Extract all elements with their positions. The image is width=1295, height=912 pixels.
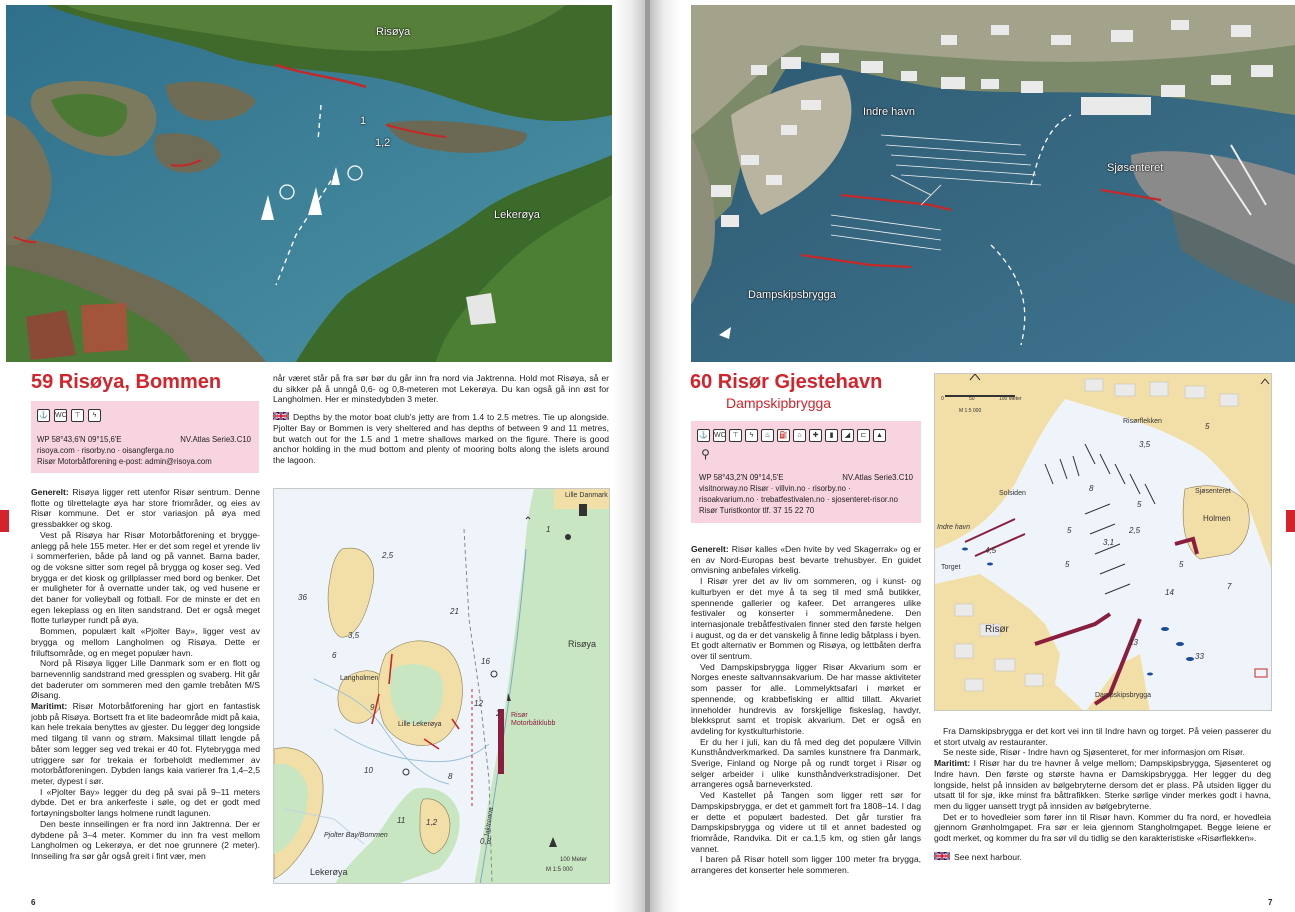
chart-label-risoya: Risøya: [568, 639, 597, 649]
photo-label-dampskipsbrygga: Dampskipsbrygga: [748, 289, 837, 301]
english-paragraph: Depths by the motor boat club's jetty are from 1.4 to 2.5 metres. Tie up alongside. Pjolter Bay or Bommen is very sheltered and has depths of between 9 and 11 metres, but watch out for the 1.5 and 1 metre shallows marked on the figure. There is good anchor holding in the mud bottom and plenty of mooring bolts along the islets around the lagoon.: [273, 412, 609, 465]
chart-depth: 1: [546, 525, 551, 534]
chart-scale-0: 0: [941, 396, 944, 402]
chart-depth: 5: [1179, 560, 1184, 569]
chart-label-indre-havn: Indre havn: [937, 524, 971, 531]
photo-label-sjosenteret: Sjøsenteret: [1107, 162, 1164, 174]
chart-depth: 3,1: [1103, 538, 1115, 547]
photo-label-risoya: Risøya: [376, 26, 411, 38]
wc-icon: WC: [54, 409, 67, 422]
uk-flag-icon: [934, 851, 950, 861]
chart-depth: 5: [1137, 500, 1142, 509]
infobox-contact: Risør Turistkontor tlf. 37 15 22 70: [699, 506, 815, 515]
left-page: [0, 0, 645, 912]
chart-label-lekeroya: Lekerøya: [310, 867, 348, 877]
water-tap-icon: ⊤: [729, 429, 742, 442]
electricity-icon: ϟ: [88, 409, 101, 422]
chart-depth: 6: [332, 651, 337, 660]
left-column-1: [31, 487, 260, 862]
chart-depth: 2: [496, 709, 501, 718]
chart-depth: 4,5: [985, 546, 997, 555]
chart-depth: 7: [1227, 582, 1232, 591]
chart-depth: 5: [1065, 560, 1070, 569]
slip-icon: ◢: [841, 429, 854, 442]
page-number: 7: [1268, 898, 1273, 907]
paragraph: I «Pjolter Bay» legger du deg på svai på 9–11 meters dybde. Det er bra ankerfeste i søle, og det er godt med fortøyningsbolter langs holmene rundt lagunen.: [31, 786, 260, 819]
chart-label-risorflekken: Risørflekken: [1123, 418, 1162, 425]
chart-label-risor: Risør: [985, 624, 1009, 635]
anchor-icon: ⚓: [697, 429, 710, 442]
photo-label-indre-havn: Indre havn: [863, 106, 915, 118]
water-tap-icon: ⊤: [71, 409, 84, 422]
paragraph: Nord på Risøya ligger Lille Danmark som er en flott og barnevennlig sandstrand med gressplen og svaberg. Hit går det baderuter om sommeren med den gamle trebåten M/S Øisang.: [31, 658, 260, 701]
infobox-59: [31, 401, 259, 473]
chart-depth: 1,2: [426, 818, 438, 827]
gutter-shadow: [612, 0, 645, 912]
chart-depth: 5: [1067, 526, 1072, 535]
fuel-icon: ⛽: [777, 429, 790, 442]
chart-depth: 0,8: [480, 837, 492, 846]
paragraph: Ved Kastellet på Tangen som ligger rett sør for Dampskipsbrygga, er det et gammelt fort fra 1808–14. I dag er dette et populært badested. Det går turstier fra Dampskipsbrygga og videre ut til et annet badested og friområde, Randvika. Dit er ca.1,5 km, og stien går langs vannet.: [691, 790, 921, 854]
chart-depth: 14: [1165, 588, 1174, 597]
chart-depth: 12: [474, 699, 483, 708]
chart-depth: 5: [1205, 422, 1210, 431]
chart-depth: 36: [298, 593, 307, 602]
harbour-title-59: 59 Risøya, Bommen: [31, 371, 222, 393]
paragraph: når været står på fra sør bør du går inn fra nord via Jaktrenna. Hold mot Risøya, så er du sikker på å unngå 0,6- og 0,8-meteren mot Lekerøya. Du kan også gå inn øst for Langholmen. Her er minstedybden 3 meter.: [273, 373, 609, 405]
chart-scale-meter: 100 Meter: [560, 857, 588, 863]
chart-depth: 13: [1129, 638, 1138, 647]
right-column-1: [691, 544, 921, 876]
bicycle-icon: ⚲: [701, 447, 710, 461]
chart-depth: 10: [364, 766, 373, 775]
see-next-harbour: See next harbour.: [934, 851, 1271, 863]
chart-depth: 3,5: [1139, 440, 1151, 449]
infobox-wp: WP 58°43,2'N 09°14,5'E: [699, 473, 784, 482]
paragraph: Generelt: Risør kalles «Den hvite by ved Skagerrak» og er en av Nord-Europas best bevarte trehusbyer. En guidet omvisning anbefales virkelig.: [691, 544, 921, 576]
chart-depth: 3,5: [348, 631, 360, 640]
infobox-wp: WP 58°43,6'N 09°15,6'E: [37, 435, 122, 444]
paragraph: Vest på Risøya har Risør Motorbåtforening et bryggeanlegg på hele 155 meter. Her er det som regel et yrende liv i sommerferien, både på land og på vannet. Barna bader, og de voksne sitter som regel på brygga og koser seg. Ved brygga er det kiosk og grillplasser med bord og benker. Det er muligheter for å overnatte under tak, og ved husene er det baner for volleyball og fotball. For de minste er det en egen lekeplass og en liten sandstrand. Det er også meget flotte turløyper rundt på øya.: [31, 529, 260, 626]
nautical-chart-risor: [934, 373, 1272, 711]
paragraph: Den beste innseilingen er fra nord inn Jaktrenna. Der er dybdene på 3–4 meter. Kommer du inn fra vest mellom Langholmen og Lekerøya, er det noe grunnere (2 meter). Innseiling fra sør går også greit i fint vær, men: [31, 818, 260, 861]
uk-flag-icon: [273, 411, 289, 421]
paragraph: I baren på Risør hotell som ligger 100 meter fra brygga, arrangeres det konserter hele sommeren.: [691, 854, 921, 876]
gas-icon: ▮: [825, 429, 838, 442]
restaurant-icon: ✚: [809, 429, 822, 442]
chart-label-sjosenteret: Sjøsenteret: [1195, 488, 1231, 495]
infobox-60: [691, 421, 921, 523]
electricity-icon: ϟ: [745, 429, 758, 442]
nautical-chart-risoya: [273, 488, 610, 884]
chart-depth: 9: [370, 703, 375, 712]
chart-label-holmen: Holmen: [1203, 514, 1231, 523]
shopping-icon: ⌂: [793, 429, 806, 442]
chart-label-risor-mbk: Risør Motorbåtklubb: [511, 712, 556, 727]
chart-scale-label: M 1:5 000: [546, 867, 573, 873]
crane-icon: ⊏: [857, 429, 870, 442]
harbour-subtitle-60: Dampskipbrygga: [726, 395, 832, 411]
paragraph: Det er to hovedleier som fører inn til Risør havn. Kommer du fra nord, er hovedleia gjennom Grønholmgapet. Fra sør er leia gjennom Stangholmgapet. Begge leiene er godt merket, og kommer du fra sør vil du tidlig se den karakteristiske «Risørflekken».: [934, 811, 1271, 844]
chart-label-langholmen: Langholmen: [340, 675, 379, 682]
chart-depth: 2,5: [382, 551, 394, 560]
paragraph: I Risør yrer det av liv om sommeren, og i kunst- og kulturbyen er det mye å ta seg til med små butikker, spennende gallerier og kafeer. Det arrangeres ulike festivaler og konserter i sommermånedene. Den internasjonale trebåtfestivalen finner sted den første helgen i august, og da er det vanskelig å finne ledig båtplass i byen. Et godt alternativ er Bommen og Risøya, og lettbåten derfra over til sentrum.: [691, 576, 921, 662]
chart-depth: 8: [448, 772, 453, 781]
paragraph: Ved Dampskipsbrygga ligger Risør Akvarium som er Norges eneste saltvannsakvarium. De har masse aktiviteter som passer for alle. Lommelyktsafari i mørket er spennende, og krabbefisking er alltid tillatt. Akvariet inneholder hundrevis av forskjellige fiskeslag, havdyr, blekksprut samt et tropisk akvarium. Det er også en avdeling for kystkulturhistorie.: [691, 661, 921, 736]
chart-depth: 2,5: [1129, 526, 1141, 535]
left-column-2-top: [273, 373, 609, 466]
wc-icon: WC: [713, 429, 726, 442]
chart-depth: 16: [481, 657, 490, 666]
chart-label-torget: Torget: [941, 564, 961, 571]
chart-depth: 33: [1195, 652, 1204, 661]
chart-label-lille-lekeroya: Lille Lekerøya: [398, 721, 442, 728]
infobox-links-1: visitnorway.no Risør · villvin.no · risorby.no ·: [699, 484, 851, 493]
paragraph: Maritimt: I Risør har du tre havner å velge mellom; Dampskipsbrygga, Sjøsenteret og Indre havn. Den første og største havna er Damskipsbrygga. Her legger du deg longside, helst på innsiden av bølgebryterne dersom det er plass. På utsiden ligger du utsatt til for sjø, ikke minst fra båttrafikken. Sterke sørlige vinder merkes godt i havna, men du ligger uansett trygt på innsiden av bølgebryterne.: [934, 758, 1271, 811]
chart-depth: 21: [450, 607, 459, 616]
anchor-icon: ⚓: [37, 409, 50, 422]
infobox-contact: Risør Motorbåtforening e-post: admin@risoya.com: [37, 457, 212, 466]
chart-scale-meter: 100 Meter: [999, 396, 1022, 402]
paragraph: Fra Damskipsbrygga er det kort vei inn til Indre havn og torget. På veien passerer du et stort utvalg av restauranter.: [934, 726, 1271, 747]
shower-icon: ♨: [761, 429, 774, 442]
infobox-atlas: NV.Atlas Serie3.C10: [842, 473, 913, 482]
right-column-2: [934, 726, 1271, 862]
chart-scale-label: M 1:5 000: [959, 408, 982, 414]
page-edge-tab: [1286, 510, 1295, 532]
chart-label-lille-danmark: Lille Danmark: [565, 492, 608, 499]
paragraph: Maritimt: Risør Motorbåtforening har gjort en fantastisk jobb på Risøya. Bortsett fra et lite badeområde midt på kaia, kan hele trekaia benyttes av gjester. Du legger deg longside med tilgang til vann og strøm. Maksimal tillatt lengde på båter som legger seg ved trekai er 40 fot. Flytebrygga med utriggere sør for trekaia er forbeholdt medlemmer av motorbåtforeningen. Dybden langs kaia varierer fra 1,4–2,5 meter, dypest i sør.: [31, 701, 260, 786]
paragraph: Bommen, populært kalt «Pjolter Bay», ligger vest av brygga og mellom Langholmen og Risøya. Dette er friluftsområde, og en meget populær havn.: [31, 626, 260, 658]
photo-label-1: 1: [360, 115, 367, 127]
page-number: 6: [31, 898, 36, 907]
chart-depth: 11: [397, 816, 406, 825]
photo-label-lekeroya: Lekerøya: [494, 209, 540, 221]
paragraph: Se neste side, Risør - Indre havn og Sjøsenteret, for mer informasjon om Risør.: [943, 747, 1245, 758]
infobox-links-2: risoakvarium.no · trebatfestivalen.no · sjosenteret-risor.no: [699, 495, 898, 504]
aerial-photo-risor: [691, 5, 1295, 362]
chart-scale-50: 50: [969, 396, 975, 402]
repair-icon: ▲: [873, 429, 886, 442]
chart-label-jaktrenna: Jaktrenna: [483, 806, 495, 839]
photo-label-1-2: 1,2: [375, 137, 391, 149]
chart-label-pjolter: Pjolter Bay/Bommen: [324, 832, 388, 839]
chart-label-solsiden: Solsiden: [999, 490, 1026, 497]
gutter-shadow: [650, 0, 680, 912]
right-page: [650, 0, 1295, 912]
harbour-title-60: 60 Risør Gjestehavn: [690, 371, 883, 393]
aerial-photo-risoya: [6, 5, 612, 362]
infobox-links: risoya.com · risorby.no · oisangferga.no: [37, 446, 174, 455]
page-edge-tab: [0, 510, 9, 532]
chart-label-dampskipsbrygga: Dampskipsbrygga: [1095, 692, 1152, 699]
paragraph: Generelt: Risøya ligger rett utenfor Risør sentrum. Denne flotte og tilrettelagte øya har store friområder, og eies av Risør kommune. Det er stor variasjon på øya med gressbakker og skog.: [31, 487, 260, 530]
chart-depth: 8: [1089, 484, 1094, 493]
infobox-atlas: NV.Atlas Serie3.C10: [180, 435, 251, 444]
paragraph: Er du her i juli, kan du få med deg det populære Villvin Kunsthåndverkmarked. Da samles kunstnere fra Danmark, Sverige, Finland og Norge på og rundt torget i Risør og selger arbeider i ulike kunsthåndverkstradisjoner. Det arrangeres også barneverksted.: [691, 736, 921, 790]
